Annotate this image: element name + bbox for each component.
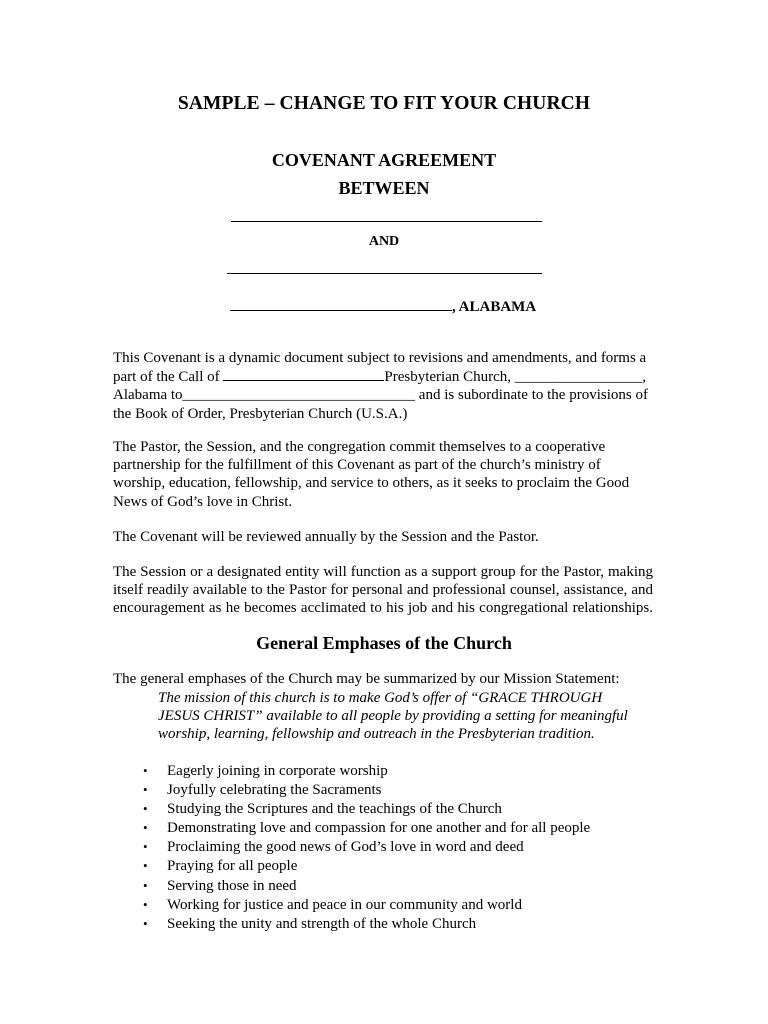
emphases-list <box>143 761 590 933</box>
intro-line-1: This Covenant is a dynamic document subject to revisions and amendments, and forms a <box>113 350 647 366</box>
pastor-paragraph <box>113 438 653 511</box>
list-item <box>143 818 590 837</box>
bullet-icon: • <box>143 782 148 798</box>
list-item <box>143 914 590 933</box>
bullet-icon: • <box>143 839 148 855</box>
mission-intro: The general emphases of the Church may be summarized by our Mission Statement: <box>113 671 620 687</box>
session-line-2: itself readily available to the Pastor for personal and professional counsel, assistance, and <box>113 582 653 599</box>
list-item-text: Joyfully celebrating the Sacraments <box>167 782 382 799</box>
mission-statement <box>158 689 638 744</box>
call-of-blank[interactable] <box>223 367 384 381</box>
review-paragraph <box>113 528 653 546</box>
covenant-title: COVENANT AGREEMENT <box>271 150 497 170</box>
list-item-text: Praying for all people <box>167 858 298 875</box>
bullet-icon: • <box>143 820 148 836</box>
emphases-heading: General Emphases of the Church <box>256 633 512 653</box>
bullet-icon: • <box>143 858 148 874</box>
bullet-icon: • <box>143 877 148 893</box>
party-one-blank[interactable] <box>231 221 542 222</box>
list-item-text: Seeking the unity and strength of the whole Church <box>167 915 477 932</box>
intro-line-2 <box>113 367 653 386</box>
list-item <box>143 761 590 780</box>
list-item-text: Serving those in need <box>167 877 297 894</box>
intro-line-2-end: Presbyterian Church, _________________, <box>384 369 647 386</box>
list-item <box>143 895 590 914</box>
list-item <box>143 876 590 895</box>
between-label: BETWEEN <box>338 178 430 198</box>
pastor-line-3: worship, education, fellowship, and service to others, as it seeks to proclaim the Good <box>113 475 630 492</box>
city-blank[interactable] <box>230 296 452 311</box>
city-alabama-row <box>230 296 536 316</box>
session-paragraph <box>113 563 653 618</box>
mission-line-1: The mission of this church is to make God’s offer of “GRACE THROUGH <box>158 690 603 706</box>
list-item <box>143 837 590 856</box>
list-item <box>143 799 590 818</box>
pastor-line-2: partnership for the fulfillment of this Covenant as part of the church’s ministry of <box>113 457 601 474</box>
bullet-icon: • <box>143 801 148 817</box>
intro-line-2-start: part of the Call of <box>113 369 224 386</box>
session-line-3: encouragement as he becomes acclimated to his job and his congregational relationships. <box>113 600 653 617</box>
party-two-blank[interactable] <box>227 273 542 274</box>
mission-line-3: worship, learning, fellowship and outreach in the Presbyterian tradition. <box>158 726 595 743</box>
intro-line-3: Alabama to_______________________________ and is subordinate to the provisions of <box>113 387 648 404</box>
list-item-text: Working for justice and peace in our community and world <box>167 896 522 913</box>
intro-paragraph <box>113 349 653 423</box>
pastor-line-4: News of God’s love in Christ. <box>113 493 293 510</box>
session-line-1: The Session or a designated entity will function as a support group for the Pastor, making <box>113 564 653 580</box>
sample-title: SAMPLE – CHANGE TO FIT YOUR CHURCH <box>177 93 591 114</box>
list-item-text: Studying the Scriptures and the teachings of the Church <box>167 801 502 818</box>
and-label: AND <box>368 234 400 249</box>
bullet-icon: • <box>143 896 148 912</box>
pastor-line-1: The Pastor, the Session, and the congregation commit themselves to a cooperative <box>113 439 606 455</box>
list-item-text: Proclaiming the good news of God’s love in word and deed <box>167 839 524 856</box>
list-item-text: Demonstrating love and compassion for one another and for all people <box>167 820 591 837</box>
list-item-text: Eagerly joining in corporate worship <box>167 763 388 779</box>
review-line: The Covenant will be reviewed annually by the Session and the Pastor. <box>113 529 539 545</box>
bullet-icon: • <box>143 763 148 778</box>
bullet-icon: • <box>143 915 148 931</box>
list-item <box>143 856 590 875</box>
intro-line-4: the Book of Order, Presbyterian Church (U.S.A.) <box>113 405 408 422</box>
mission-line-2: JESUS CHRIST” available to all people by providing a setting for meaningful <box>158 708 628 725</box>
alabama-label: , ALABAMA <box>452 299 537 315</box>
list-item <box>143 780 590 799</box>
